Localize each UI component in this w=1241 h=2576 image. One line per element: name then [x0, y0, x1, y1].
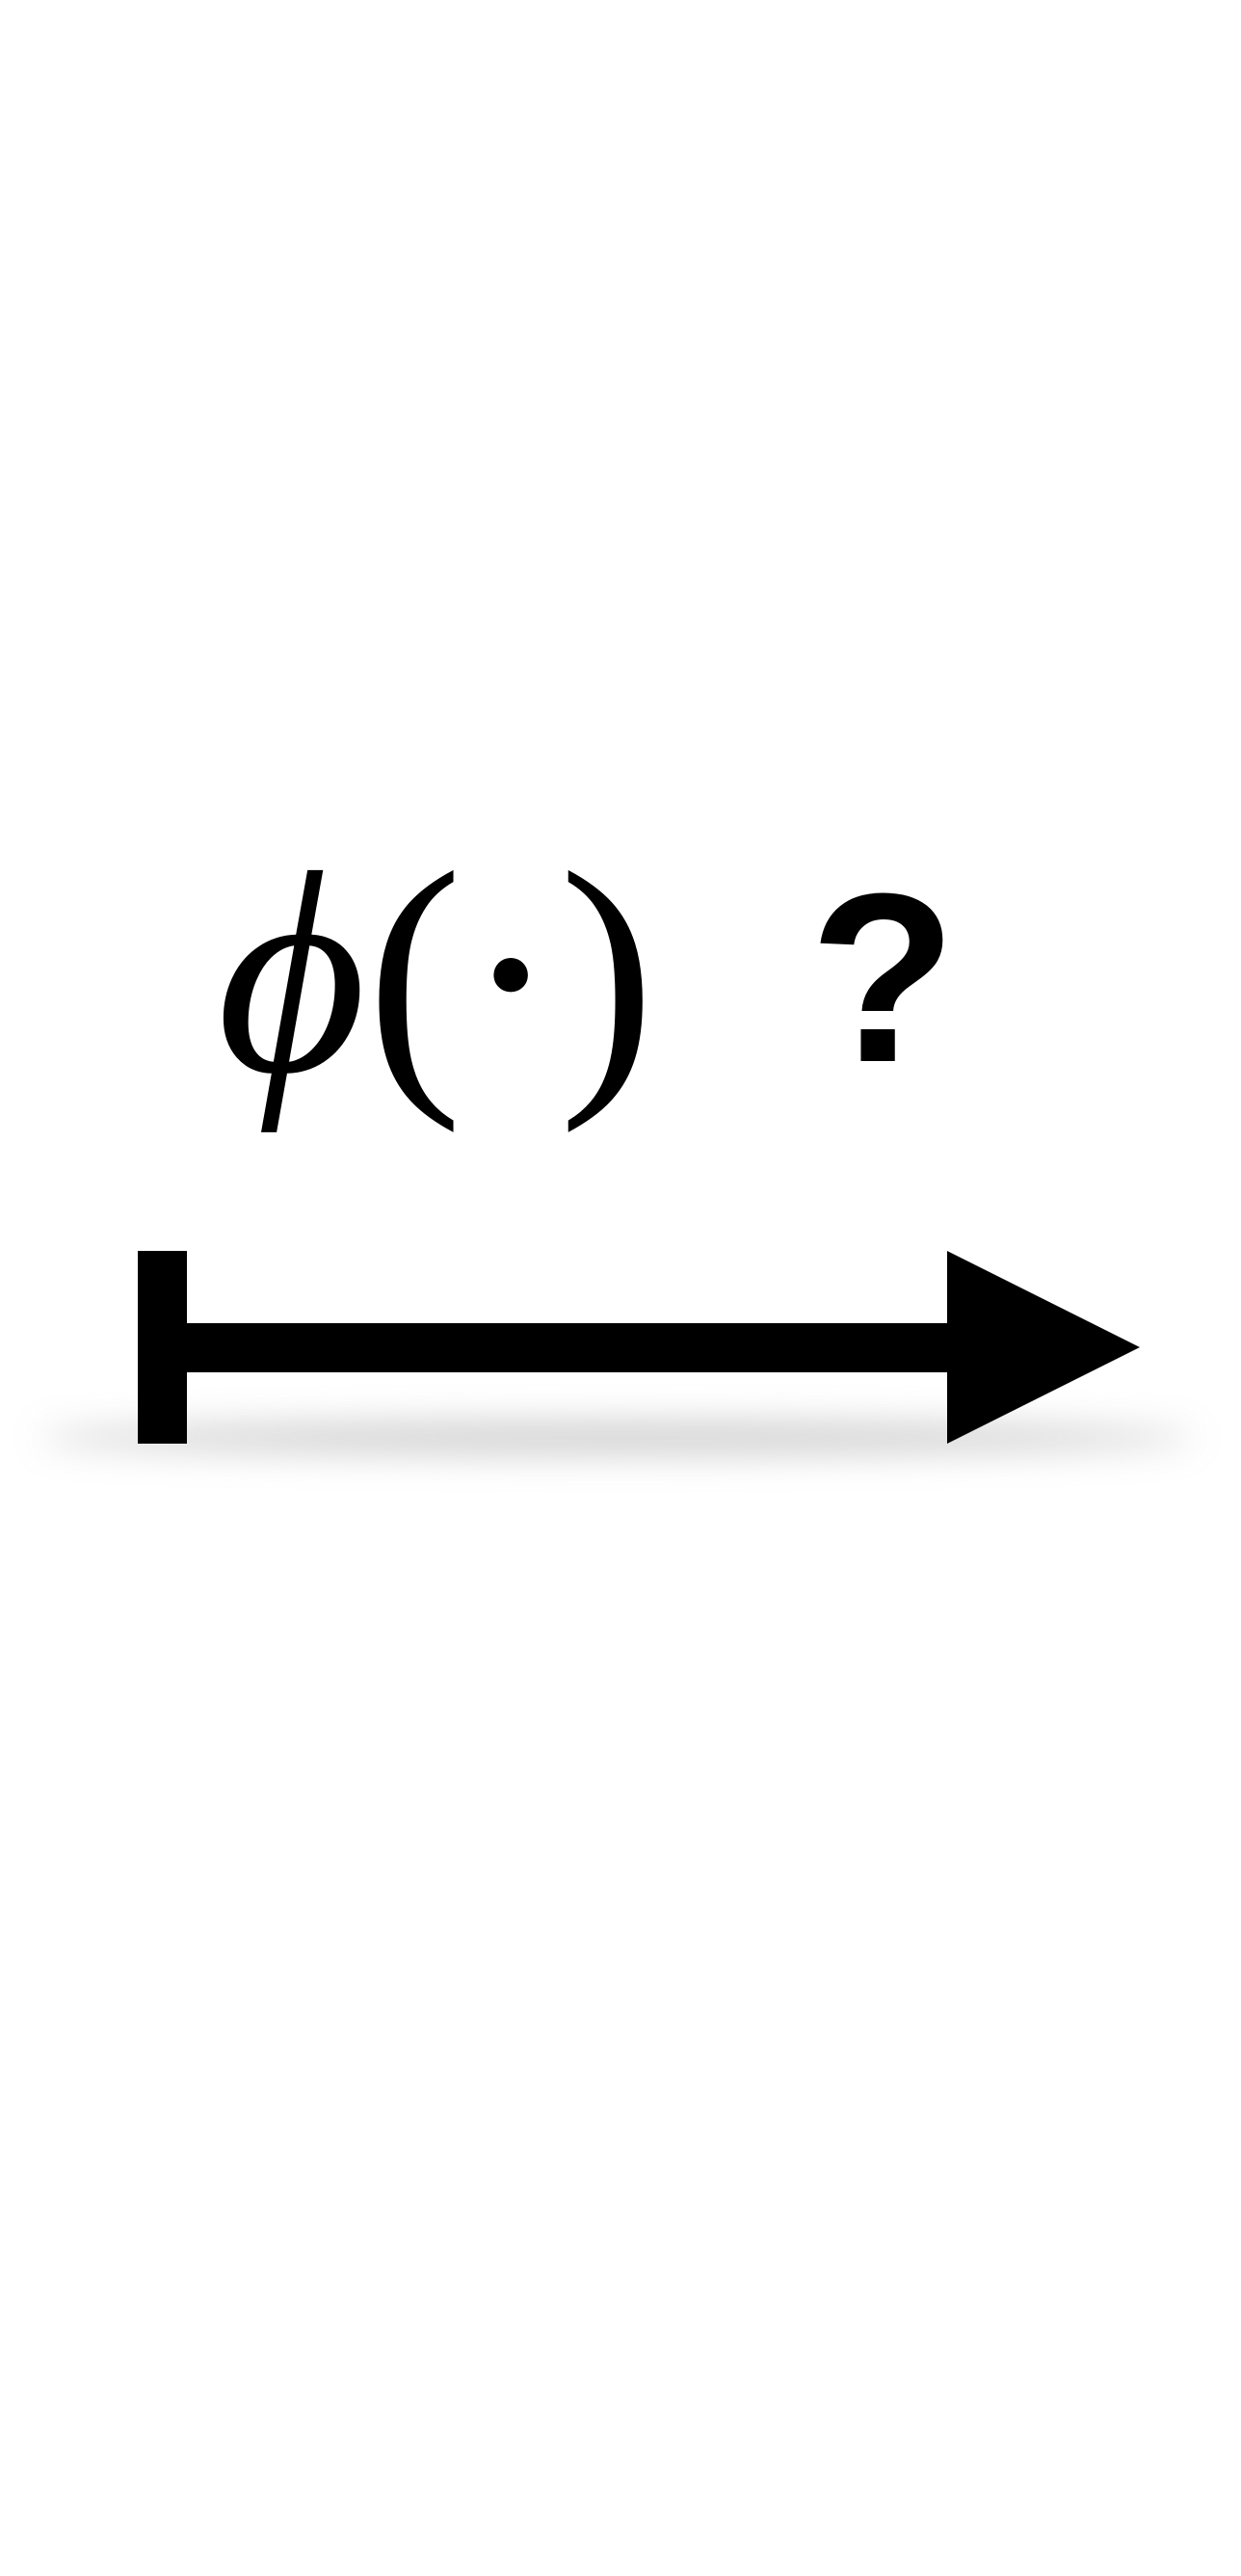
- arrow-tail-bar: [138, 1251, 187, 1444]
- arrow-shadow: [39, 1422, 1195, 1453]
- arrow-shaft: [183, 1323, 950, 1372]
- phi-symbol: ϕ: [217, 813, 367, 1133]
- dot-argument: (·): [366, 813, 655, 1133]
- question-mark-label: ?: [809, 843, 957, 1112]
- arrow-head-icon: [947, 1251, 1140, 1444]
